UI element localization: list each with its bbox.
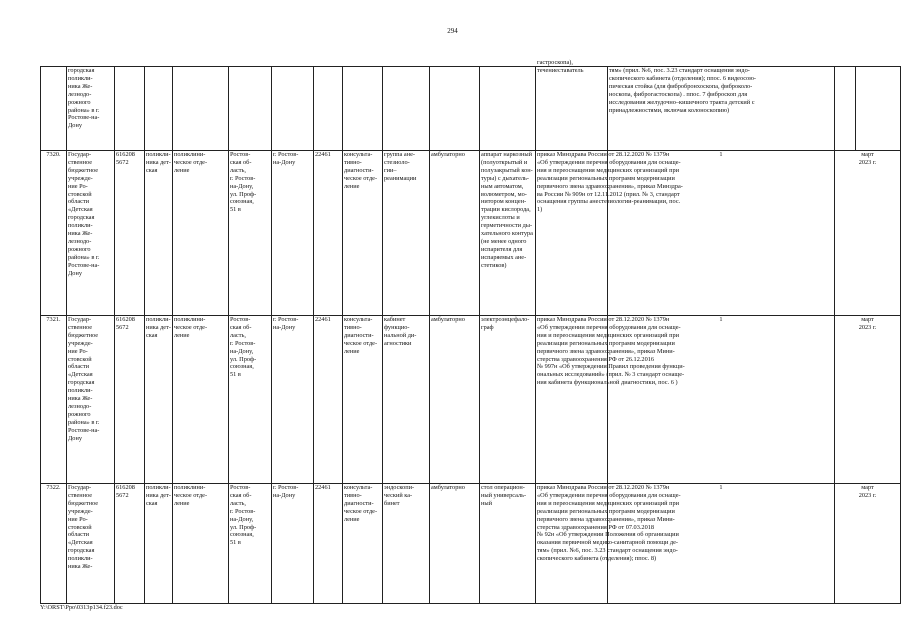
text-line: стерства здравоохранения РФ от 07.03.2018	[537, 523, 655, 531]
text-line: Ростове-на-	[68, 114, 100, 122]
text-line: 5672	[116, 491, 129, 499]
text-line: бюджетное	[68, 166, 98, 174]
text-line: Государ-	[68, 484, 92, 491]
text-line: 2023 г.	[858, 323, 877, 331]
cell-care	[430, 151, 480, 316]
text-line: бюджетное	[68, 331, 98, 339]
text-line: ника Же-	[68, 563, 93, 571]
text-line: района» в г.	[68, 253, 100, 261]
text-line: лезнодо-	[68, 90, 92, 98]
text-line: 2023 г.	[858, 491, 877, 499]
text-line: ческое отде-	[344, 174, 378, 182]
text-line: на-Дону	[273, 158, 296, 166]
text-line: 51 в	[230, 371, 241, 379]
text-line: Ростове-на-	[68, 426, 100, 434]
cell-department	[343, 484, 383, 604]
cell-code	[115, 151, 145, 316]
text-line: скопического кабинета (отделения); ппос. 8)	[537, 555, 657, 563]
text-line: стовской	[68, 523, 92, 531]
text-line: ственное	[68, 323, 93, 331]
cell-equipment	[480, 484, 536, 604]
text-line: рожного	[68, 98, 91, 106]
text-line: ника дет-	[146, 323, 171, 331]
text-line: Ростове-на-	[68, 261, 100, 269]
cell-equipment	[480, 151, 536, 316]
text-line: поликли-	[68, 387, 93, 395]
cell-justification	[536, 484, 681, 604]
text-line: 51 в	[230, 206, 241, 214]
text-line: ния и переоснащения медицинских организаций при	[537, 166, 679, 174]
text-line: оказания первичной медико-санитарной помощи де-	[537, 539, 679, 547]
text-line: хательного контура	[481, 230, 533, 238]
table-row	[41, 484, 901, 604]
text-line: стовской	[68, 355, 92, 363]
text-line: ческое отде-	[344, 339, 378, 347]
text-line: волюметром, мо-	[481, 190, 527, 198]
text-line: поликли-	[68, 555, 93, 563]
text-line: Государ-	[68, 316, 92, 323]
text-line: 616208	[116, 151, 135, 158]
text-line: нитором концен-	[481, 198, 527, 206]
cell-justification	[608, 67, 835, 151]
text-line: стовской	[68, 190, 92, 198]
text-line: кабинет	[384, 316, 406, 323]
text-line: электроэнцефало-	[481, 316, 530, 323]
cell-term	[835, 316, 901, 484]
text-line: г. Ростов-	[230, 174, 256, 182]
text-line: ская	[146, 499, 158, 507]
text-line: на-Дону,	[230, 347, 254, 355]
text-line: ление	[344, 515, 360, 523]
cell-org-name	[67, 67, 115, 151]
text-line: агностики	[384, 339, 412, 347]
cell-org-name	[67, 151, 115, 316]
text-line: г. Ростов-	[230, 507, 256, 515]
text-line: диагности-	[344, 331, 374, 339]
text-line: граф	[481, 323, 494, 331]
text-line: диагности-	[344, 166, 374, 174]
text-line: на-Дону	[273, 323, 296, 331]
text-line: приказ Минздрава России от 28.12.2020 № 1379н	[537, 151, 670, 158]
text-line: района» в г.	[68, 106, 100, 114]
text-line: ческое отде-	[344, 507, 378, 515]
text-line: области	[68, 198, 90, 206]
text-line: рожного	[68, 245, 91, 253]
cell-term	[835, 151, 901, 316]
text-line: углекислоты и	[481, 214, 520, 222]
text-line: 616208	[116, 316, 135, 323]
text-line: Ростов-	[230, 484, 251, 491]
text-line: на-Дону,	[230, 182, 254, 190]
text-line: 22461	[315, 151, 331, 158]
text-line: первичного звена здравоохранения», приказ Минздра-	[537, 182, 683, 190]
text-line: ние Ро-	[68, 347, 88, 355]
page-number: 294	[447, 27, 458, 35]
text-line: городская	[68, 379, 95, 387]
text-line: ния и переоснащения медицинских организаций при	[537, 499, 679, 507]
text-line: Дону	[68, 434, 82, 442]
cell-postcode	[314, 151, 343, 316]
text-line: «Об утверждении перечня оборудования для оснаще-	[537, 323, 681, 331]
cell-unit	[173, 484, 229, 604]
text-line: городская	[68, 547, 95, 555]
text-line: области	[68, 531, 90, 539]
text-line: ская	[146, 166, 158, 174]
cell-org-name	[67, 316, 115, 484]
text-line: ника Же-	[68, 82, 93, 90]
text-line: ление	[344, 347, 360, 355]
cell-region	[229, 151, 272, 316]
text-line: пическая стойка (для фибробронхоскопа, фиброколо-	[609, 82, 753, 90]
table-row-continued	[41, 67, 901, 151]
text-line: амбулаторно	[431, 151, 465, 158]
cell-city	[272, 316, 314, 484]
cell-num	[41, 67, 67, 151]
text-line: г. Ростов-	[273, 316, 299, 323]
text-line: испарителя для	[481, 245, 523, 253]
text-line: первичного звена здравоохранения», приказ Мини-	[537, 515, 675, 523]
cell-city	[272, 151, 314, 316]
text-line: «Детская	[68, 371, 93, 379]
cell-num: 7320.	[41, 151, 67, 316]
text-line: области	[68, 363, 90, 371]
text-line: стерства здравоохранения РФ от 26.12.2016	[537, 355, 655, 363]
text-line: ул. Проф-	[230, 190, 257, 198]
text-line: поликли-	[146, 316, 171, 323]
text-line: ская об-	[230, 323, 252, 331]
text-line: диагности-	[344, 499, 374, 507]
text-line: поликлини-	[174, 484, 206, 491]
text-line: ственное	[68, 491, 93, 499]
text-line: реализации региональных программ модернизации	[537, 507, 675, 515]
text-line: «Об утверждении перечня оборудования для оснаще-	[537, 491, 681, 499]
cell-qty: 1	[608, 151, 835, 316]
text-line: первичного звена здравоохранения», приказ Мини-	[537, 347, 675, 355]
text-line: реализации региональных программ модернизации	[537, 339, 675, 347]
text-line: на-Дону,	[230, 515, 254, 523]
cell-region	[229, 316, 272, 484]
text-line: ния кабинета функциональной диагностики, пос. 6 )	[537, 379, 678, 387]
text-line: (не менее одного	[481, 237, 527, 245]
text-line: группа ане-	[384, 151, 415, 158]
text-line: амбулаторно	[431, 316, 465, 323]
text-line: март	[861, 484, 874, 491]
text-line: ный универсаль-	[481, 491, 527, 499]
text-line: района» в г.	[68, 418, 100, 426]
text-line: консульта-	[344, 151, 373, 158]
text-line: ва России № 909н от 12.11.2012 (прил. № 3, стандарт	[537, 190, 680, 198]
text-line: союзная,	[230, 531, 254, 539]
cell-postcode	[314, 484, 343, 604]
cell-type	[145, 484, 173, 604]
text-line: 2023 г.	[858, 158, 877, 166]
cell-room	[383, 151, 430, 316]
text-line: союзная,	[230, 363, 254, 371]
text-line: ление	[344, 182, 360, 190]
equipment-registry-table	[40, 59, 901, 604]
text-line: № 997н «Об утверждении Правил проведения функци-	[537, 363, 685, 371]
text-line: бинет	[384, 499, 400, 507]
text-line: ул. Проф-	[230, 355, 257, 363]
text-line: лезнодо-	[68, 402, 92, 410]
text-line: поликли-	[68, 222, 93, 230]
text-line: бюджетное	[68, 499, 98, 507]
text-line: ласть,	[230, 331, 246, 339]
text-line: учрежде-	[68, 507, 93, 515]
text-line: консульта-	[344, 316, 373, 323]
text-line: март	[861, 316, 874, 323]
text-line: «Детская	[68, 206, 93, 214]
text-line: учрежде-	[68, 339, 93, 347]
cell-postcode	[314, 316, 343, 484]
text-line: г. Ростов-	[273, 151, 299, 158]
text-line: ние Ро-	[68, 182, 88, 190]
text-line: ный	[481, 499, 492, 507]
cell-equipment	[536, 59, 608, 151]
text-line: ника дет-	[146, 158, 171, 166]
text-line: 1)	[537, 206, 543, 214]
text-line: Дону	[68, 269, 82, 277]
text-line: «Детская	[68, 539, 93, 547]
text-line: ональных исследований» (прил. № 3 стандарт оснаще-	[537, 371, 685, 379]
cell-department	[343, 316, 383, 484]
text-line: Государ-	[68, 151, 92, 158]
text-line: тивно-	[344, 491, 362, 499]
text-line: носкопа, фиброгастоскопа) . ппос. 7 фиброскоп для	[609, 90, 748, 98]
text-line: ческое отде-	[174, 158, 208, 166]
text-line: ул. Проф-	[230, 523, 257, 531]
text-line: гии–	[384, 166, 397, 174]
text-line: г. Ростов-	[273, 484, 299, 491]
cell-num: 7322.	[41, 484, 67, 604]
text-line: поликли-	[68, 74, 93, 82]
text-line: Ростов-	[230, 151, 251, 158]
cell-city	[272, 484, 314, 604]
text-line: поликли-	[146, 484, 171, 491]
cell-justification	[536, 316, 685, 484]
text-line: туры) с дыхатель-	[481, 174, 530, 182]
text-line: принадлежностями, включая колоноскопию)	[609, 106, 730, 114]
text-line: ская об-	[230, 491, 252, 499]
text-line: ния и переоснащения медицинских организаций при	[537, 331, 679, 339]
text-line: ская	[146, 331, 158, 339]
text-line: скопического кабинета (отделения); ппос. 6 видеосою-	[609, 74, 756, 82]
text-line: ление	[174, 331, 190, 339]
text-line: ческий ка-	[384, 491, 413, 499]
cell-room	[383, 484, 430, 604]
text-line: полузакрытый кон-	[481, 166, 533, 174]
cell-num: 7321.	[41, 316, 67, 484]
table-row	[41, 151, 901, 316]
cell-justification	[536, 151, 683, 316]
text-line: гастроскопа),	[537, 59, 573, 66]
cell-department	[343, 151, 383, 316]
cell-code	[115, 316, 145, 484]
cell-term	[835, 484, 901, 604]
text-line: эндоскопи-	[384, 484, 415, 491]
text-line: тивно-	[344, 323, 362, 331]
text-line: март	[861, 151, 874, 158]
text-line: союзная,	[230, 198, 254, 206]
text-line: 5672	[116, 158, 129, 166]
text-line: ным автоматом,	[481, 182, 524, 190]
text-line: городская	[68, 67, 95, 74]
text-line: реанимации	[384, 174, 417, 182]
text-line: 22461	[315, 484, 331, 491]
text-line: ние Ро-	[68, 515, 88, 523]
text-line: 51 в	[230, 539, 241, 547]
text-line: лезнодо-	[68, 237, 92, 245]
cell-qty: 1	[608, 316, 835, 484]
text-line: ческое отде-	[174, 491, 208, 499]
cell-care	[430, 316, 480, 484]
text-line: поликли-	[146, 151, 171, 158]
cell-care	[430, 484, 480, 604]
text-line: ника Же-	[68, 395, 93, 403]
text-line: ласть,	[230, 499, 246, 507]
text-line: амбулаторно	[431, 484, 465, 491]
text-line: поликлини-	[174, 316, 206, 323]
cell-type	[145, 151, 173, 316]
text-line: ская об-	[230, 158, 252, 166]
text-line: ление	[174, 166, 190, 174]
text-line: рожного	[68, 410, 91, 418]
text-line: 22461	[315, 316, 331, 323]
text-line: приказ Минздрава России от 28.12.2020 № 1379н	[537, 484, 670, 491]
text-line: испаряемых ане-	[481, 253, 527, 261]
text-line: городская	[68, 214, 95, 222]
text-line: стезиоло-	[384, 158, 410, 166]
text-line: (полуоткрытый и	[481, 158, 528, 166]
text-line: функцио-	[384, 323, 410, 331]
cell-equipment	[480, 316, 536, 484]
text-line: реализации региональных программ модернизации	[537, 174, 675, 182]
text-line: приказ Минздрава России от 28.12.2020 № 1379н	[537, 316, 670, 323]
cell-qty: 1	[608, 484, 835, 604]
text-line: № 92н «Об утверждении Положения об организации	[537, 531, 679, 539]
text-line: ласть,	[230, 166, 246, 174]
text-line: Дону	[68, 122, 82, 130]
text-line: на-Дону	[273, 491, 296, 499]
table-row	[41, 316, 901, 484]
text-line: тям» (прил. №6, пос. 3.23 стандарт оснащения эндо-	[537, 547, 678, 555]
cell-org-name	[67, 484, 115, 604]
text-line: ника Же-	[68, 230, 93, 238]
text-line: поликлини-	[174, 151, 206, 158]
text-line: оснащения группы анестезиологии-реанимации, пос.	[537, 198, 681, 206]
text-line: г. Ростов-	[230, 339, 256, 347]
text-line: ление	[174, 499, 190, 507]
cell-code	[115, 484, 145, 604]
text-line: 5672	[116, 323, 129, 331]
footer-file-path: Y:\ORST\Ppo\0313p134.f23.doc	[40, 604, 123, 611]
text-line: ственное	[68, 158, 93, 166]
text-line: «Об утверждении перечня оборудования для оснаще-	[537, 158, 681, 166]
cell-room	[383, 316, 430, 484]
cell-region	[229, 484, 272, 604]
cell-unit	[173, 316, 229, 484]
cell-unit	[173, 151, 229, 316]
text-line: тям» (прил. №6, пос. 3.23 стандарт оснащения эндо-	[609, 67, 750, 74]
text-line: тивно-	[344, 158, 362, 166]
text-line: 616208	[116, 484, 135, 491]
text-line: герметичности ды-	[481, 222, 533, 230]
text-line: консульта-	[344, 484, 373, 491]
text-line: исследования желудочно–кишечного тракта детский с	[609, 98, 755, 106]
text-line: учрежде-	[68, 174, 93, 182]
text-line: аппарат наркозный	[481, 151, 533, 158]
text-line: стол операцион-	[481, 484, 525, 491]
text-line: Ростов-	[230, 316, 251, 323]
text-line: течениеставатель	[537, 66, 584, 74]
text-line: трации кислорода,	[481, 206, 531, 214]
text-line: стетиков)	[481, 261, 507, 269]
cell-type	[145, 316, 173, 484]
table-body	[41, 59, 901, 604]
text-line: нальной ди-	[384, 331, 417, 339]
text-line: ника дет-	[146, 491, 171, 499]
text-line: ческое отде-	[174, 323, 208, 331]
